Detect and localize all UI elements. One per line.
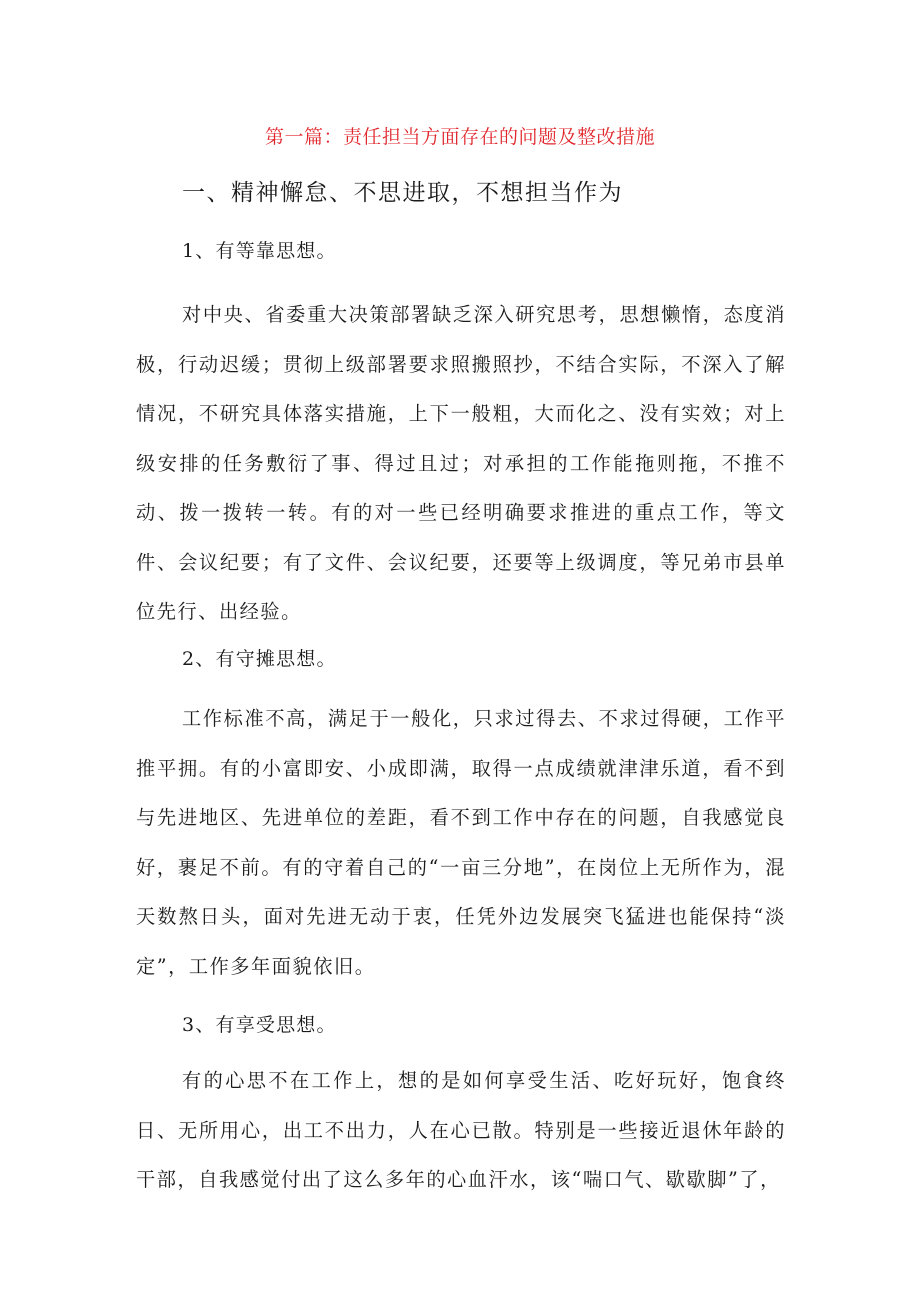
paragraph-2: 工作标准不高，满足于一般化，只求过得去、不求过得硬，工作平推平拥。有的小富即安、小成即满，取得一点成绩就津津乐道，看不到与先进地区、先进单位的差距，看不到工作中存在的问题，自我感觉良好，裹足不前。有的守着自己的“一亩三分地”，在岗位上无所作为，混天数熬日头，面对先进无动于衷，任凭外边发展突飞猛进也能保持“淡定”，工作多年面貌依旧。 — [136, 707, 786, 978]
paragraph-3: 有的心思不在工作上，想的是如何享受生活、吃好玩好，饱食终日、无所用心，出工不出力，人在心已散。特别是一些接近退休年龄的干部，自我感觉付出了这么多年的心血汗水，该“喘口气、歇歇脚”了， — [136, 1069, 786, 1191]
document-title: 第一篇：责任担当方面存在的问题及整改措施 — [264, 126, 655, 148]
paragraph-1: 对中央、省委重大决策部署缺乏深入研究思考，思想懒惰，态度消极，行动迟缓；贯彻上级部署要求照搬照抄，不结合实际，不深入了解情况，不研究具体落实措施，上下一般粗，大而化之、没有实效；对上级安排的任务敷衍了事、得过且过；对承担的工作能拖则拖，不推不动、拨一拨转一转。有的对一些已经明确要求推进的重点工作，等文件、会议纪要；有了文件、会议纪要，还要等上级调度，等兄弟市县单位先行、出经验。 — [136, 303, 786, 623]
subheading-3: 3、有享受思想。 — [182, 1014, 337, 1036]
subheading-2: 2、有守摊思想。 — [182, 648, 337, 670]
subheading-1: 1、有等靠思想。 — [182, 240, 337, 262]
section-heading: 一、精神懈怠、不思进取，不想担当作为 — [182, 180, 623, 206]
